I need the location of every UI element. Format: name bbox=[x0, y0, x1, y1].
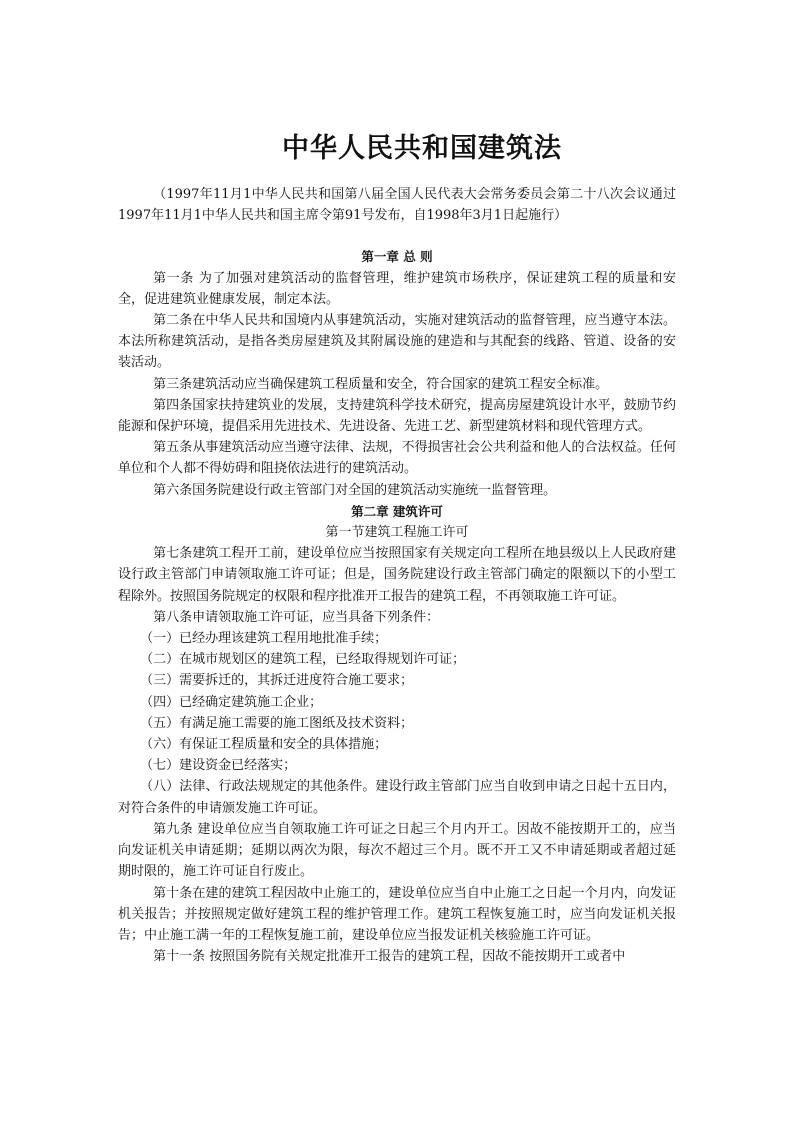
article-3: 第三条建筑活动应当确保建筑工程质量和安全，符合国家的建筑工程安全标准。 bbox=[153, 376, 609, 392]
article-11: 第十一条 按照国务院有关规定批准开工报告的建筑工程，因故不能按期开工或者中 bbox=[153, 949, 626, 965]
chapter-2-heading: 第二章 建筑许可 bbox=[351, 503, 443, 519]
article-6: 第六条国务院建设行政主管部门对全国的建筑活动实施统一监督管理。 bbox=[153, 482, 557, 498]
article-8-item-2: （二）在城市规划区的建筑工程，已经取得规划许可证； bbox=[140, 652, 466, 668]
chapter-1-heading: 第一章 总 则 bbox=[361, 249, 433, 265]
article-8-item-3: （三）需要拆迁的，其拆迁进度符合施工要求； bbox=[140, 673, 414, 689]
article-8-item-5: （五）有满足施工需要的施工图纸及技术资料； bbox=[140, 715, 414, 731]
document-title: 中华人民共和国建筑法 bbox=[282, 133, 562, 164]
article-8-item-4: （四）已经确定建筑施工企业； bbox=[140, 694, 323, 710]
article-10: 第十条在建的建筑工程因故中止施工的，建设单位应当自中止施工之日起一个月内，向发证机关报告；并按照规定做好建筑工程的维护管理工作。建筑工程恢复施工时，应当向发证机关报告；中止施工满一年的工程恢复施工前，建设单位应当报发证机关核验施工许可证。 bbox=[118, 885, 676, 943]
document-body bbox=[118, 184, 703, 967]
article-7: 第七条建筑工程开工前，建设单位应当按照国家有关规定向工程所在地县级以上人民政府建设行政主管部门申请领取施工许可证；但是，国务院建设行政主管部门确定的限额以下的小型工程除外。按照国务院规定的权限和程序批准开工报告的建筑工程，不再领取施工许可证。 bbox=[118, 546, 676, 604]
article-8-item-1: （一）已经办理该建筑工程用地批准手续； bbox=[140, 631, 388, 647]
article-4: 第四条国家扶持建筑业的发展，支持建筑科学技术研究，提高房屋建筑设计水平，鼓励节约能源和保护环境，提倡采用先进技术、先进设备、先进工艺、新型建筑材料和现代管理方式。 bbox=[118, 397, 676, 435]
article-8-item-6: （六）有保证工程质量和安全的具体措施； bbox=[140, 737, 388, 753]
section-1-heading: 第一节建筑工程施工许可 bbox=[325, 525, 469, 541]
article-5: 第五条从事建筑活动应当遵守法律、法规，不得损害社会公共利益和他人的合法权益。任何单位和个人都不得妨碍和阻挠依法进行的建筑活动。 bbox=[118, 440, 676, 477]
article-8: 第八条申请领取施工许可证，应当具备下列条件： bbox=[153, 609, 440, 625]
preamble: （1997年11月1中华人民共和国第八届全国人民代表大会常务委员会第二十八次会议通过 1997年11月1中华人民共和国主席令第91号发布，自1998年3月1日起施行） bbox=[118, 187, 703, 224]
article-9: 第九条 建设单位应当自领取施工许可证之日起三个月内开工。因故不能按期开工的，应当向发证机关申请延期；延期以两次为限，每次不超过三个月。既不开工又不申请延期或者超过延期时限的，施工许可证自行废止。 bbox=[118, 821, 676, 880]
article-8-item-7: （七）建设资金已经落实； bbox=[140, 758, 297, 774]
article-2: 第二条在中华人民共和国境内从事建筑活动，实施对建筑活动的监督管理，应当遵守本法。本法所称建筑活动，是指各类房屋建筑及其附属设施的建造和与其配套的线路、管道、设备的安装活动。 bbox=[118, 313, 676, 371]
article-1: 第一条 为了加强对建筑活动的监督管理，维护建筑市场秩序，保证建筑工程的质量和安全，促进建筑业健康发展，制定本法。 bbox=[118, 270, 676, 307]
article-8-item-8: （八）法律、行政法规规定的其他条件。建设行政主管部门应当自收到申请之日起十五日内，对符合条件的申请颁发施工许可证。 bbox=[118, 779, 676, 816]
